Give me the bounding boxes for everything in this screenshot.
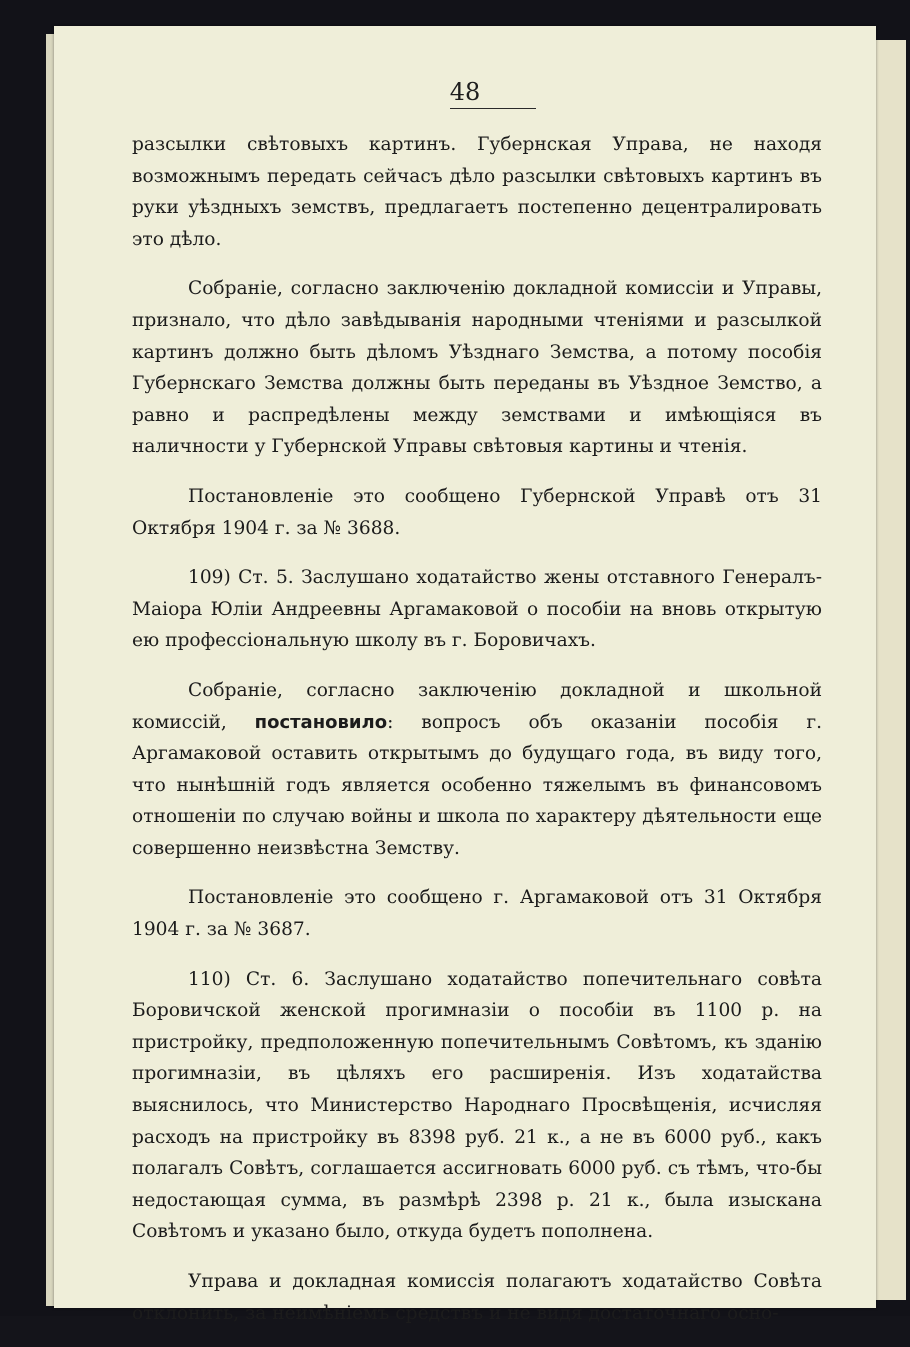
paragraph-1: разсылки свѣтовыхъ картинъ. Губернская Управа, не находя возможнымъ передать сейчасъ дѣло разсылки свѣтовыхъ картинъ въ руки уѣздныхъ земствъ, предлагаетъ постепенно децентралировать это дѣло. (132, 134, 822, 250)
paragraph-4: 109) Ст. 5. Заслушано ходатайство жены отставного Генералъ-Маіора Юліи Андреевны Аргамаковой о пособіи на вновь открытую ею профессіональную школу въ г. Боровичахъ. (132, 567, 822, 652)
next-page-edge (874, 40, 906, 1300)
page-body (132, 129, 822, 1347)
page-number: 48 (449, 78, 481, 106)
document-page (54, 26, 876, 1324)
paragraph-5-rest: : вопросъ объ оказаніи пособія г. Аргамаковой оставить открытымъ до будущаго года, въ виду того, что нынѣшній годъ является особенно тяжелымъ въ финансовомъ отношеніи по случаю войны и школа по характеру дѣятельности еще совершенно неизвѣстна Земству. (132, 711, 822, 859)
paragraph-6: Постановленіе это сообщено г. Аргамаковой отъ 31 Октября 1904 г. за № 3687. (132, 887, 822, 941)
resolution-keyword: постановило (254, 711, 388, 733)
page-number-rule (450, 108, 536, 109)
paragraph-8: Управа и докладная комиссія полагаютъ ходатайство Совѣта отклонить, за неимѣніемъ средствъ и не видя достаточнаго осно- (132, 1271, 822, 1324)
paragraph-2: Собраніе, согласно заключенію докладной комиссіи и Управы, признало, что дѣло завѣдыванія народными чтеніями и разсылкой картинъ должно быть дѣломъ Уѣзднаго Земства, а потому пособія Губернскаго Земства должны быть переданы въ Уѣздное Земство, а равно и распредѣлены между земствами и имѣющіяся въ наличности у Губернской Управы свѣтовыя картины и чтенія. (132, 278, 822, 458)
paragraph-7: 110) Ст. 6. Заслушано ходатайство попечительнаго совѣта Боровичской женской прогимназіи о пособіи въ 1100 р. на пристройку, предположенную попечительнымъ Совѣтомъ, къ зданію прогимназіи, въ цѣляхъ его расширенія. Изъ ходатайства выяснилось, что Министерство Народнаго Просвѣщенія, исчисляя расходъ на пристройку въ 8398 руб. 21 к., а не въ 6000 руб., какъ полагалъ Совѣтъ, соглашается ассигновать 6000 руб. съ тѣмъ, что-бы недостающая сумма, въ размѣрѣ 2398 р. 21 к., была изыскана Совѣтомъ и указано было, откуда будетъ пополнена. (132, 968, 822, 1243)
paragraph-5 (132, 675, 822, 865)
paragraph-5-start: Собраніе, согласно заключенію докладной и школьной комиссій, (132, 679, 822, 733)
paragraph-3: Постановленіе это сообщено Губернской Управѣ отъ 31 Октября 1904 г. за № 3688. (132, 485, 822, 539)
